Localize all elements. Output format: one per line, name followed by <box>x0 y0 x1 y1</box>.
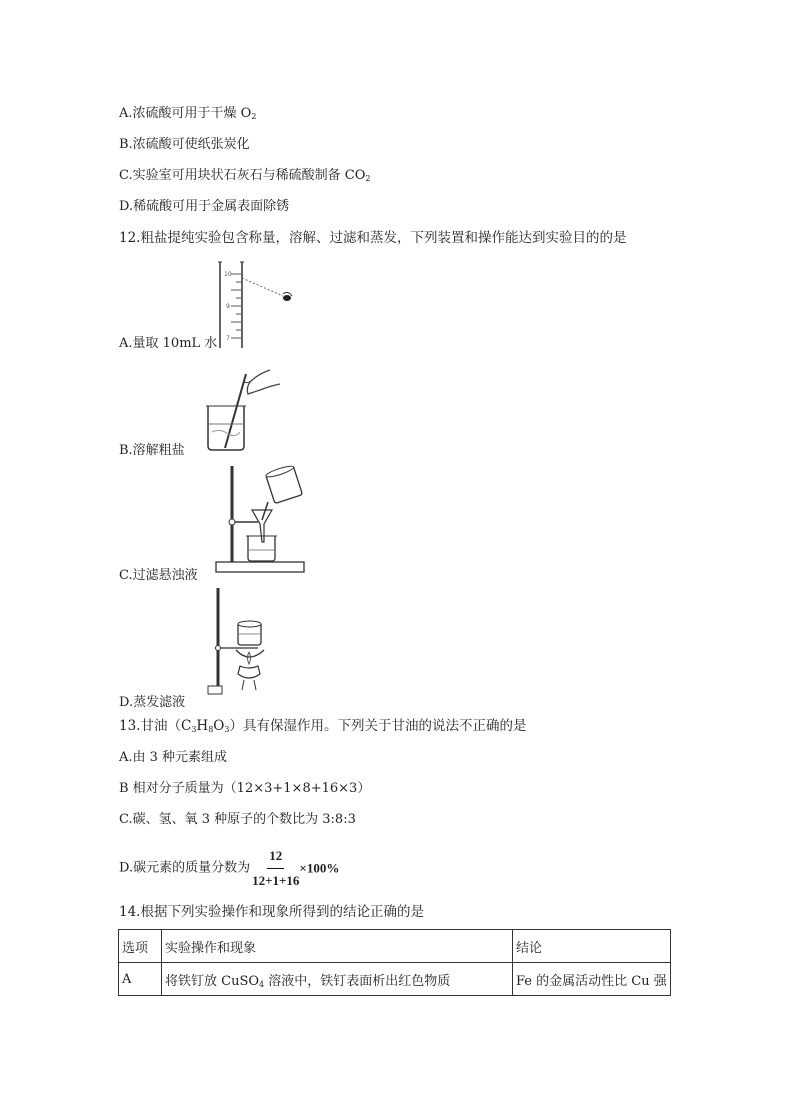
table-row <box>119 963 671 996</box>
q13-option-a: A.由 3 种元素组成 <box>119 750 228 765</box>
q11-option-d: D.稀硫酸可用于金属表面除锈 <box>119 199 290 214</box>
q13-option-b: B 相对分子质量为（12×3+1×8+16×3） <box>119 781 371 796</box>
q12-option-b: B.溶解粗盐 <box>119 443 185 458</box>
mass-fraction: $\frac{12}{12+1+16}$ <box>252 848 300 888</box>
q12-stem: 12.粗盐提纯实验包含称量，溶解、过滤和蒸发，下列装置和操作能达到实验目的的是 <box>119 230 627 246</box>
svg-text:9: 9 <box>226 303 230 310</box>
q11-option-c: C.实验室可用块状石灰石与稀硫酸制备 $CO_2$ <box>119 168 371 183</box>
table-header-conclusion: 结论 <box>513 930 671 963</box>
table-cell-operation: 将铁钉放 CuSO$_4$ 溶液中，铁钉表面析出红色物质 <box>162 963 513 996</box>
beaker-stirring-figure <box>200 362 285 454</box>
q12-option-c: C.过滤悬浊液 <box>119 568 198 583</box>
svg-text:7: 7 <box>226 335 230 342</box>
table-cell-conclusion: Fe 的金属活动性比 Cu 强 <box>513 963 671 996</box>
table-header-option: 选项 <box>119 930 162 963</box>
table-header-row <box>119 930 671 963</box>
q12-option-d: D.蒸发滤液 <box>119 695 186 710</box>
table-header-operation: 实验操作和现象 <box>162 930 513 963</box>
q13-option-c: C.碳、氢、氧 3 种原子的个数比为 3:8:3 <box>119 812 356 827</box>
q11-option-b: B.浓硫酸可使纸张炭化 <box>119 137 250 152</box>
table-cell-option: A <box>119 963 162 996</box>
graduated-cylinder-figure <box>205 260 310 350</box>
q13-stem: 13.甘油$(C_3H_8O_3)$具有保湿作用。下列关于甘油的说法不正确的是 <box>119 718 527 734</box>
q14-stem: 14.根据下列实验操作和现象所得到的结论正确的是 <box>119 904 424 920</box>
filtration-apparatus-figure <box>210 462 310 577</box>
q12-option-a: A.量取 10mL 水 <box>119 336 218 351</box>
evaporation-apparatus-figure <box>198 586 288 698</box>
svg-text:10: 10 <box>224 271 232 278</box>
q11-option-a: A.浓硫酸可用于干燥 $O_2$ <box>119 106 257 121</box>
q14-table <box>118 929 671 996</box>
q13-option-d: D.碳元素的质量分数为 $\frac{12}{12+1+16}$ ×100% <box>119 846 339 891</box>
